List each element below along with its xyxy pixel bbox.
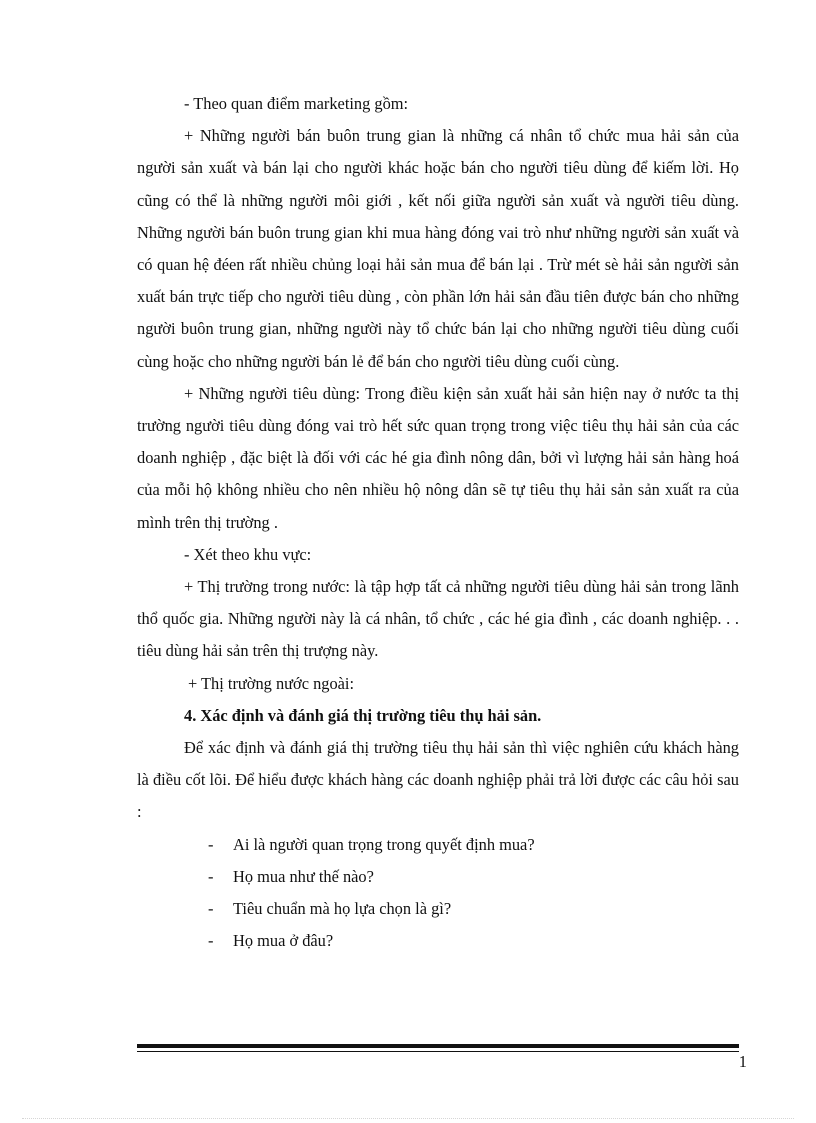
- list-item-text: Tiêu chuẩn mà họ lựa chọn là gì?: [233, 899, 452, 919]
- section-heading: 4. Xác định và đánh giá thị trường tiêu thụ hải sản.: [184, 705, 542, 725]
- paragraph-domestic-market: + Thị trường trong nước: là tập hợp tất cả những người tiêu dùng hải sản trong lãnh thổ quốc gia. Những người này là cá nhân, tổ chức , các hé gia đình , các doanh nghiệp. . . tiêu dùng hải sản trên thị trượng này.: [137, 577, 739, 661]
- paragraph-consumers: + Những người tiêu dùng: Trong điều kiện sản xuất hải sản hiện nay ở nước ta thị trường người tiêu dùng đóng vai trò hết sức quan trọng trong việc tiêu thụ hải sản của các doanh nghiệp , đặc biệt là đối với các hé gia đình nông dân, bởi vì lượng hải sản hàng hoá của mỗi hộ không nhiều cho nên nhiều hộ nông dân sẽ tự tiêu thụ hải sản sản xuất ra của mình trên thị trường .: [137, 383, 739, 532]
- document-body: [137, 88, 739, 957]
- page-number: 1: [738, 1052, 747, 1071]
- list-item: [137, 861, 739, 893]
- list-item-text: Họ mua như thế nào?: [233, 866, 374, 886]
- paragraph-foreign-market: + Thị trường nước ngoài:: [188, 673, 355, 693]
- footer-rule-thick: [137, 1044, 739, 1048]
- bullet-dash: -: [208, 834, 214, 854]
- bullet-dash: -: [208, 866, 214, 886]
- bullet-dash: -: [208, 899, 214, 919]
- bullet-dash: -: [208, 931, 214, 951]
- list-item-text: Họ mua ở đâu?: [233, 931, 334, 951]
- list-item-text: Ai là người quan trọng trong quyết định mua?: [233, 834, 535, 854]
- page-edge-divider: [22, 1118, 794, 1119]
- paragraph-marketing-view: - Theo quan điểm marketing gồm:: [184, 94, 409, 113]
- list-item: [137, 893, 739, 925]
- footer-rule-thin: [137, 1051, 739, 1052]
- paragraph-wholesalers: + Những người bán buôn trung gian là những cá nhân tổ chức mua hải sản của người sản xuất và bán lại cho người khác hoặc bán cho người tiêu dùng để kiếm lời. Họ cũng có thể là những người môi giới , kết nối giữa người sản xuất và người tiêu dùng. Những người bán buôn trung gian khi mua hàng đóng vai trò như những người sản xuất và có quan hệ đéen rất nhiều chủng loại hải sản mua để bán lại . Trừ mét sè hải sản người sản xuất bán trực tiếp cho người tiêu dùng , còn phần lớn hải sản đầu tiên được bán cho những người buôn trung gian, những người này tổ chức bán lại cho những người tiêu dùng cuối cùng hoặc cho những người bán lẻ để bán cho người tiêu dùng cuối cùng.: [137, 126, 739, 371]
- list-item: [137, 925, 739, 957]
- question-list: [137, 829, 739, 958]
- list-item: [137, 829, 739, 861]
- paragraph-customer-research: Để xác định và đánh giá thị trường tiêu thụ hải sản thì việc nghiên cứu khách hàng là điều cốt lõi. Để hiểu được khách hàng các doanh nghiệp phải trả lời được các câu hỏi sau :: [137, 738, 739, 822]
- paragraph-by-region: - Xét theo khu vực:: [184, 544, 312, 564]
